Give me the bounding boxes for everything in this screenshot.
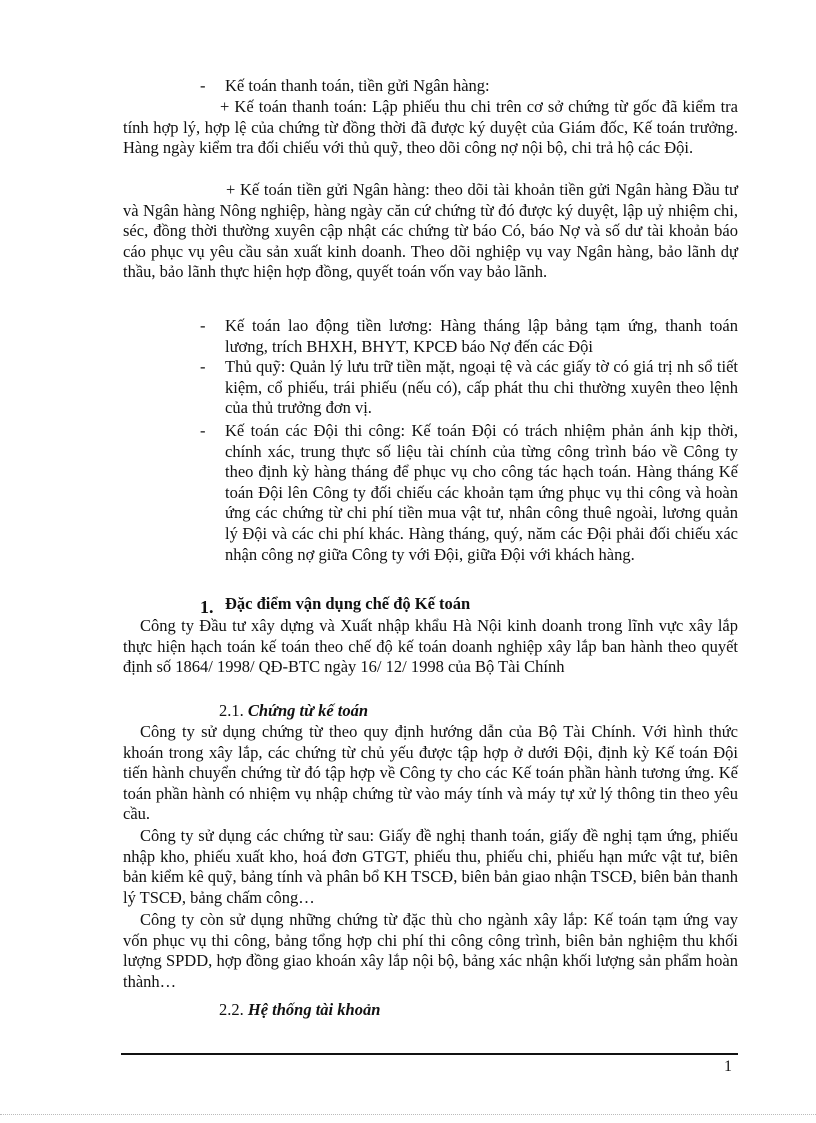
- vouchers-para-1: Công ty sử dụng chứng từ theo quy định hướng dẫn của Bộ Tài Chính. Với hình thức khoán trong xây lắp, các chứng từ chủ yếu được tập hợp ở dưới Đội, định kỳ Kế toán Đội tiến hành chuyển chứng từ đó tập hợp về Công ty cho các Kế toán phần hành tương ứng. Kế toán phần hành có nhiệm vụ nhập chứng từ vào máy tính và máy tự xử lý thông tin theo yêu cầu.: [123, 722, 738, 824]
- subsection-heading: [219, 1000, 380, 1021]
- para-bank-deposit-accounting: + Kế toán tiền gửi Ngân hàng: theo dõi tài khoản tiền gửi Ngân hàng Đầu tư và Ngân hàng Nông nghiệp, hàng ngày căn cứ chứng từ đó được ký duyệt, lập uỷ nhiệm chi, séc, đồng thời thường xuyên cập nhật các chứng từ báo Có, báo Nợ và số dư tài khoản báo cáo phục vụ yêu cầu sản xuất kinh doanh. Theo dõi nghiệp vụ vay Ngân hàng, bảo lãnh dự thầu, bảo lãnh thực hiện hợp đồng, quyết toán vốn vay bảo lãnh.: [123, 180, 738, 282]
- subsection-title: Chứng từ kế toán: [247, 701, 369, 720]
- vouchers-para-2: Công ty sử dụng các chứng từ sau: Giấy đề nghị thanh toán, giấy đề nghị tạm ứng, phiếu nhập kho, phiếu xuất kho, hoá đơn GTGT, phiếu thu, phiếu chi, phiếu hạn mức vật tư, biên bản kiểm kê quỹ, bảng tính và phân bổ KH TSCĐ, biên bản giao nhận TSCĐ, biên bản thanh lý TSCĐ, bảng chấm công…: [123, 826, 738, 907]
- bullet-payroll-accounting: Kế toán lao động tiền lương: Hàng tháng lập bảng tạm ứng, thanh toán lương, trích BHXH, BHYT, KPCĐ báo Nợ đến các Đội: [225, 316, 738, 356]
- section-number: 1.: [200, 597, 214, 617]
- bullet-dash: -: [200, 76, 206, 95]
- bullet-cashier: Thủ quỹ: Quản lý lưu trữ tiền mặt, ngoại tệ và các giấy tờ có giá trị nh sổ tiết kiệm, cổ phiếu, trái phiếu (nếu có), cấp phát thu chi thường xuyên theo lệnh của thủ trưởng đơn vị.: [225, 357, 738, 418]
- page-break-line: [0, 1114, 816, 1115]
- page-number: 1: [724, 1058, 732, 1075]
- subsection-number: 2.2.: [219, 1000, 244, 1019]
- bullet-dash: -: [200, 316, 206, 335]
- section-body: Công ty Đầu tư xây dựng và Xuất nhập khẩu Hà Nội kinh doanh trong lĩnh vực xây lắp thực hiện hạch toán kế toán theo chế độ kế toán doanh nghiệp xây lắp ban hành theo quyết định số 1864/ 1998/ QĐ-BTC ngày 16/ 12/ 1998 của Bộ Tài Chính: [123, 616, 738, 677]
- section-title: Đặc điểm vận dụng chế độ Kế toán: [225, 594, 471, 613]
- vouchers-para-3: Công ty còn sử dụng những chứng từ đặc thù cho ngành xây lắp: Kế toán tạm ứng vay vốn phục vụ thi công, bảng tổng hợp chi phí thi công công trình, biên bản nghiệm thu khối lượng SPDD, hợp đồng giao khoán xây lắp nội bộ, bảng xác nhận khối lượng sản phẩm hoàn thành…: [123, 910, 738, 991]
- bullet-dash: -: [200, 421, 206, 440]
- footer-rule: [121, 1053, 738, 1055]
- subsection-heading: [219, 701, 368, 722]
- bullet-team-accounting: Kế toán các Đội thi công: Kế toán Đội có trách nhiệm phản ánh kịp thời, chính xác, trung thực số liệu tài chính của từng công trình báo về Công ty theo định kỳ hàng tháng để phục vụ cho công tác hạch toán. Hàng tháng Kế toán Đội lên Công ty đối chiếu các khoản tạm ứng phục vụ thi công và hoàn ứng các chứng từ chi phí tiền mua vật tư, nhân công thuê ngoài, lương quản lý Đội và các chi phí khác. Hàng tháng, quý, năm các Đội phải đối chiếu xác nhận công nợ giữa Công ty với Đội, giữa Đội với khách hàng.: [225, 421, 738, 564]
- para-payment-accounting: + Kế toán thanh toán: Lập phiếu thu chi trên cơ sở chứng từ gốc đã kiểm tra tính hợp lý, hợp lệ của chứng từ đồng thời đã được ký duyệt của Giám đốc, Kế toán trưởng. Hàng ngày kiểm tra đối chiếu với thủ quỹ, theo dõi công nợ nội bộ, chi trả hộ các Đội.: [123, 97, 738, 158]
- bullet-dash: -: [200, 357, 206, 376]
- subsection-title: Hệ thống tài khoản: [247, 1000, 381, 1019]
- para-payment-title: Kế toán thanh toán, tiền gửi Ngân hàng:: [225, 76, 490, 95]
- subsection-number: 2.1.: [219, 701, 244, 720]
